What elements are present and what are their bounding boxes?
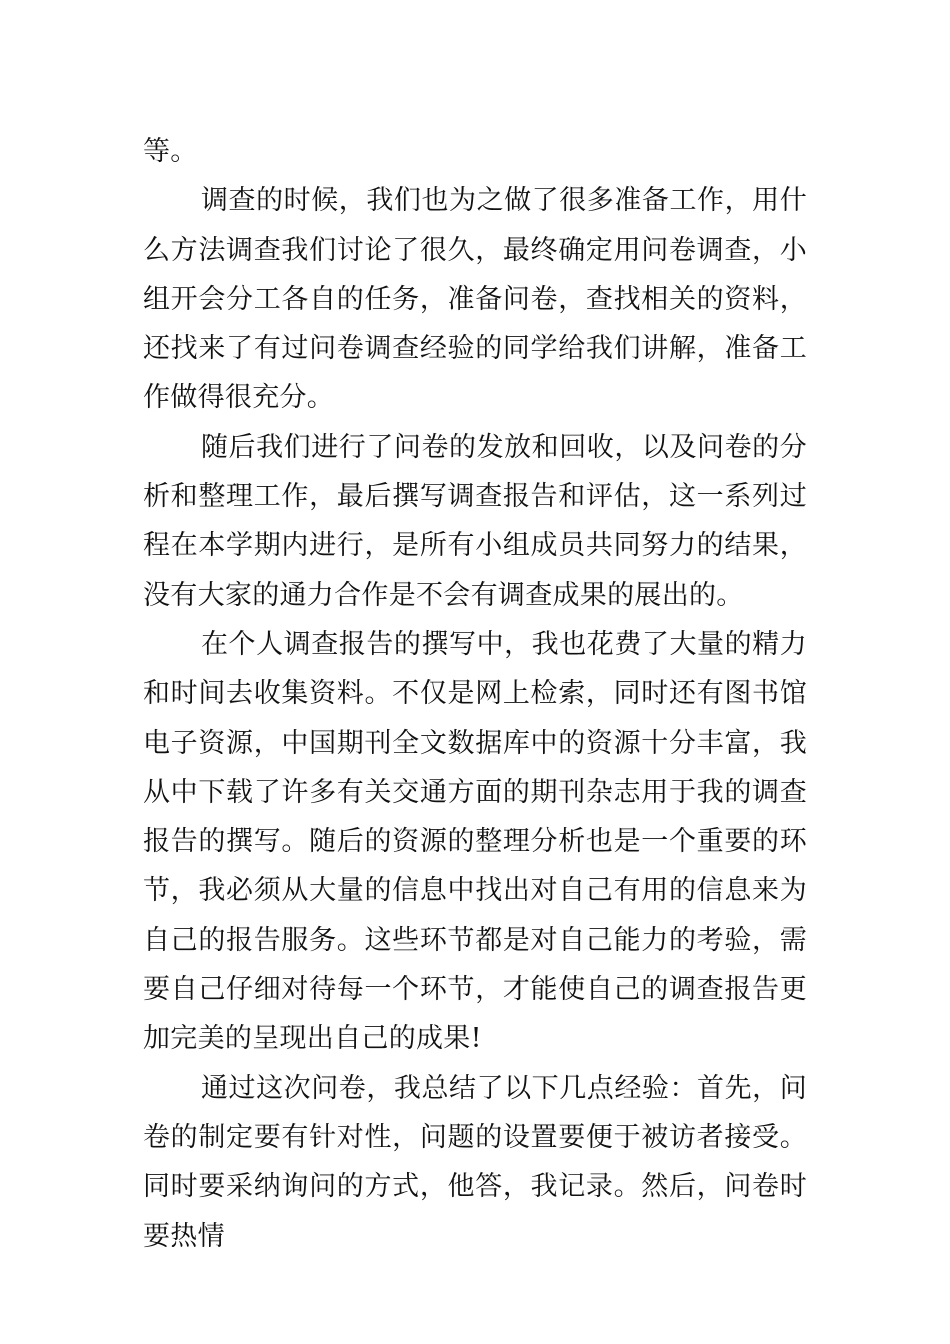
paragraph-report-writing: 在个人调查报告的撰写中，我也花费了大量的精力和时间去收集资料。不仅是网上检索，同时还有图书馆电子资源，中国期刊全文数据库中的资源十分丰富，我从中下载了许多有关交通方面的期刊杂志用于我的调查报告的撰写。随后的资源的整理分析也是一个重要的环节，我必须从大量的信息中找出对自己有用的信息来为自己的报告服务。这些环节都是对自己能力的考验，需要自己仔细对待每一个环节，才能使自己的调查报告更加完美的呈现出自己的成果! [143, 628, 807, 1055]
paragraph-preparation: 调查的时候，我们也为之做了很多准备工作，用什么方法调查我们讨论了很久，最终确定用问卷调查，小组开会分工各自的任务，准备问卷，查找相关的资料，还找来了有过问卷调查经验的同学给我们讲解，准备工作做得很充分。 [143, 185, 807, 414]
document-body [143, 127, 807, 1261]
paragraph-experience: 通过这次问卷，我总结了以下几点经验：首先，问卷的制定要有针对性，问题的设置要便于被访者接受。同时要采纳询问的方式，他答，我记录。然后，问卷时要热情 [143, 1072, 807, 1252]
paragraph-continuation: 等。 [143, 136, 198, 167]
paragraph-distribution: 随后我们进行了问卷的发放和回收，以及问卷的分析和整理工作，最后撰写调查报告和评估，这一系列过程在本学期内进行，是所有小组成员共同努力的结果，没有大家的通力合作是不会有调查成果的展出的。 [143, 431, 807, 611]
